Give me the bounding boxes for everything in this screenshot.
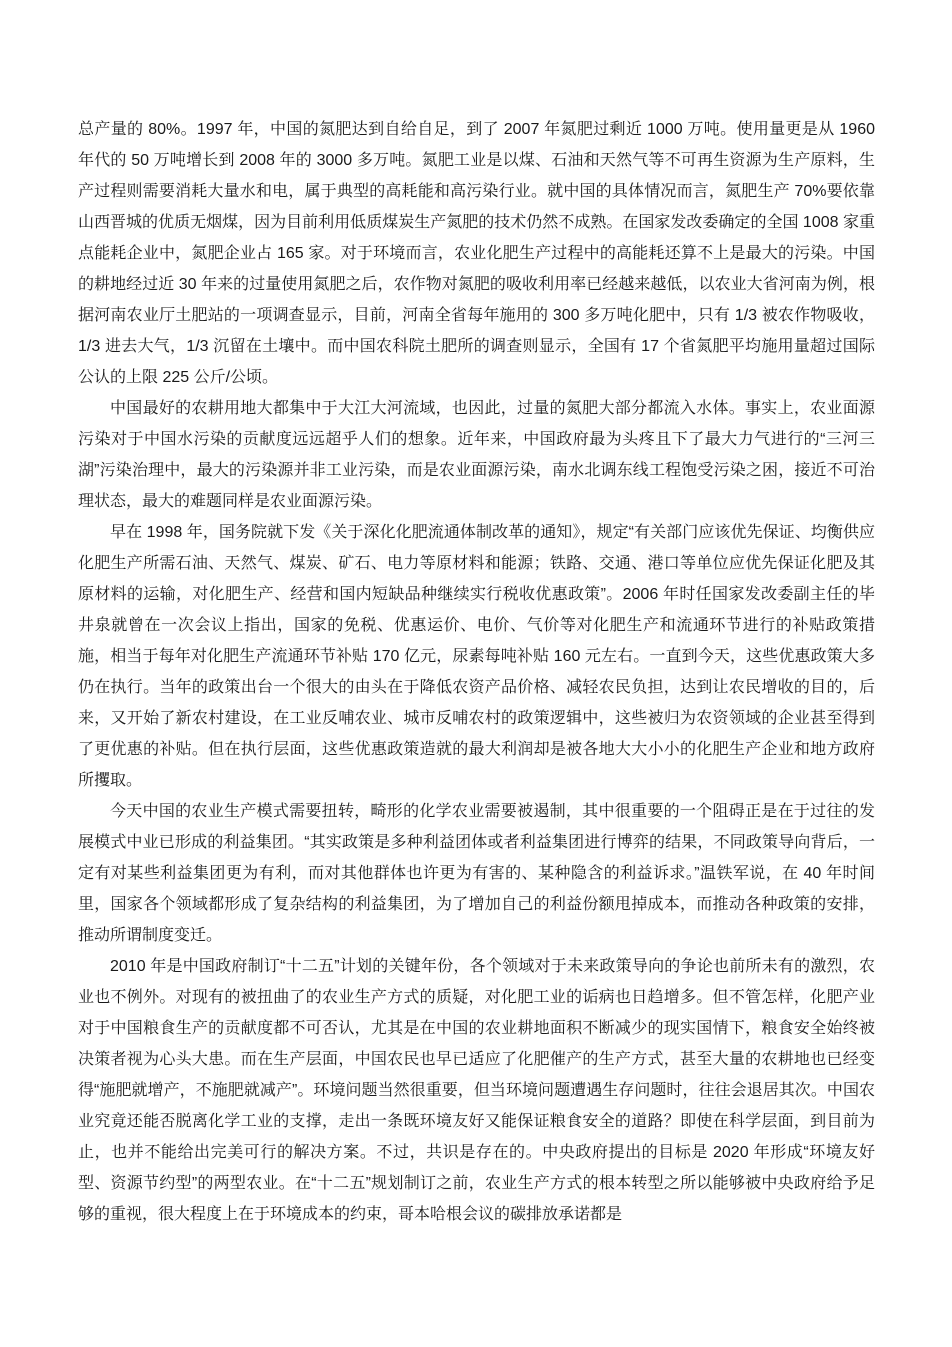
page-body bbox=[78, 114, 875, 1230]
paragraph-5: 2010 年是中国政府制订“十二五”计划的关键年份，各个领域对于未来政策导向的争论也前所未有的激烈，农业也不例外。对现有的被扭曲了的农业生产方式的质疑，对化肥工业的诟病也日趋增多。但不管怎样，化肥产业对于中国粮食生产的贡献度都不可否认，尤其是在中国的农业耕地面积不断减少的现实国情下，粮食安全始终被决策者视为心头大患。而在生产层面，中国农民也早已适应了化肥催产的生产方式，甚至大量的农耕地也已经变得“施肥就增产，不施肥就减产”。环境问题当然很重要，但当环境问题遭遇生存问题时，往往会退居其次。中国农业究竟还能否脱离化学工业的支撑，走出一条既环境友好又能保证粮食安全的道路？即使在科学层面，到目前为止，也并不能给出完美可行的解决方案。不过，共识是存在的。中央政府提出的目标是 2020 年形成“环境友好型、资源节约型”的两型农业。在“十二五”规划制订之前，农业生产方式的根本转型之所以能够被中央政府给予足够的重视，很大程度上在于环境成本的约束，哥本哈根会议的碳排放承诺都是 bbox=[78, 958, 875, 1223]
paragraph-4: 今天中国的农业生产模式需要扭转，畸形的化学农业需要被遏制，其中很重要的一个阻碍正是在于过往的发展模式中业已形成的利益集团。“其实政策是多种利益团体或者利益集团进行博弈的结果，不同政策导向背后，一定有对某些利益集团更为有利，而对其他群体也许更为有害的、某种隐含的利益诉求。”温铁军说，在 40 年时间里，国家各个领域都形成了复杂结构的利益集团，为了增加自己的利益份额甩掉成本，而推动各种政策的安排，推动所谓制度变迁。 bbox=[78, 803, 875, 944]
paragraph-3: 早在 1998 年，国务院就下发《关于深化化肥流通体制改革的通知》，规定“有关部门应该优先保证、均衡供应化肥生产所需石油、天然气、煤炭、矿石、电力等原材料和能源；铁路、交通、港口等单位应优先保证化肥及其原材料的运输，对化肥生产、经营和国内短缺品种继续实行税收优惠政策”。2006 年时任国家发改委副主任的毕井泉就曾在一次会议上指出，国家的免税、优惠运价、电价、气价等对化肥生产和流通环节进行的补贴政策措施，相当于每年对化肥生产流通环节补贴 170 亿元，尿素每吨补贴 160 元左右。一直到今天，这些优惠政策大多仍在执行。当年的政策出台一个很大的由头在于降低农资产品价格、减轻农民负担，达到让农民增收的目的，后来，又开始了新农村建设，在工业反哺农业、城市反哺农村的政策逻辑中，这些被归为农资领域的企业甚至得到了更优惠的补贴。但在执行层面，这些优惠政策造就的最大利润却是被各地大大小小的化肥生产企业和地方政府所攫取。 bbox=[78, 524, 875, 789]
paragraph-2: 中国最好的农耕用地大都集中于大江大河流域，也因此，过量的氮肥大部分都流入水体。事实上，农业面源污染对于中国水污染的贡献度远远超乎人们的想象。近年来，中国政府最为头疼且下了最大力气进行的“三河三湖”污染治理中，最大的污染源并非工业污染，而是农业面源污染，南水北调东线工程饱受污染之困，接近不可治理状态，最大的难题同样是农业面源污染。 bbox=[78, 400, 875, 510]
paragraph-1: 总产量的 80%。1997 年，中国的氮肥达到自给自足，到了 2007 年氮肥过剩近 1000 万吨。使用量更是从 1960 年代的 50 万吨增长到 2008 年的 3000 多万吨。氮肥工业是以煤、石油和天然气等不可再生资源为生产原料，生产过程则需要消耗大量水和电，属于典型的高耗能和高污染行业。就中国的具体情况而言，氮肥生产 70%要依靠山西晋城的优质无烟煤，因为目前利用低质煤炭生产氮肥的技术仍然不成熟。在国家发改委确定的全国 1008 家重点能耗企业中，氮肥企业占 165 家。对于环境而言，农业化肥生产过程中的高能耗还算不上是最大的污染。中国的耕地经过近 30 年来的过量使用氮肥之后，农作物对氮肥的吸收利用率已经越来越低，以农业大省河南为例，根据河南农业厅土肥站的一项调查显示，目前，河南全省每年施用的 300 多万吨化肥中，只有 1/3 被农作物吸收，1/3 进去大气，1/3 沉留在土壤中。而中国农科院土肥所的调查则显示，全国有 17 个省氮肥平均施用量超过国际公认的上限 225 公斤/公顷。 bbox=[78, 121, 875, 386]
